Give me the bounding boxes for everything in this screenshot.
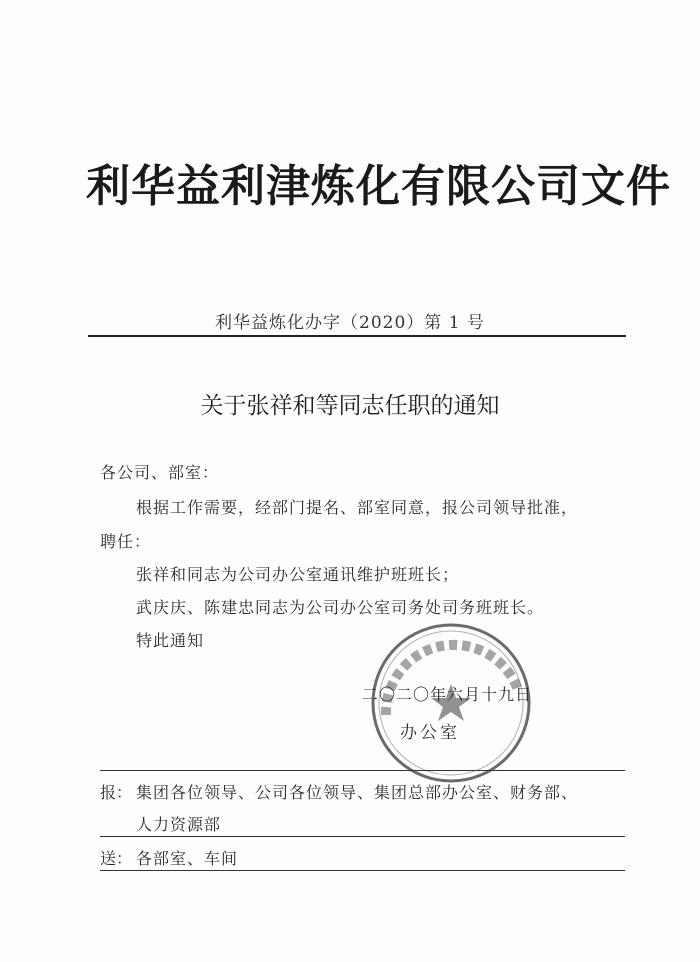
report-recipients-line-2: 人力资源部: [136, 815, 222, 834]
distribution-divider-top: [100, 770, 625, 771]
body-paragraph-line-2: 聘任：: [100, 532, 152, 551]
appointment-item-2: 武庆庆、陈建忠同志为公司办公室司务处司务班班长。: [136, 598, 545, 617]
send-label: 送：: [100, 849, 133, 868]
distribution-divider-middle: [100, 836, 625, 837]
issuing-office: 办公室: [400, 723, 460, 743]
issue-date: 二〇二〇年六月十九日: [362, 685, 533, 704]
report-label: 报：: [100, 783, 133, 802]
closing-text: 特此通知: [136, 631, 205, 650]
body-paragraph-line-1: 根据工作需要，经部门提名、部室同意，报公司领导批准，: [136, 498, 579, 517]
appointment-item-1: 张祥和同志为公司办公室通讯维护班班长；: [136, 565, 460, 584]
header-divider: [88, 335, 626, 337]
document-number: 利华益炼化办字（2020）第 1 号: [215, 313, 485, 333]
salutation: 各公司、部室：: [100, 463, 220, 482]
distribution-divider-bottom: [100, 870, 625, 871]
report-recipients-line-1: 集团各位领导、公司各位领导、集团总部办公室、财务部、: [136, 783, 579, 802]
send-recipients: 各部室、车间: [136, 849, 239, 868]
document-masthead: 利华益利津炼化有限公司文件: [86, 161, 671, 212]
notice-title: 关于张祥和等同志任职的通知: [200, 393, 500, 419]
